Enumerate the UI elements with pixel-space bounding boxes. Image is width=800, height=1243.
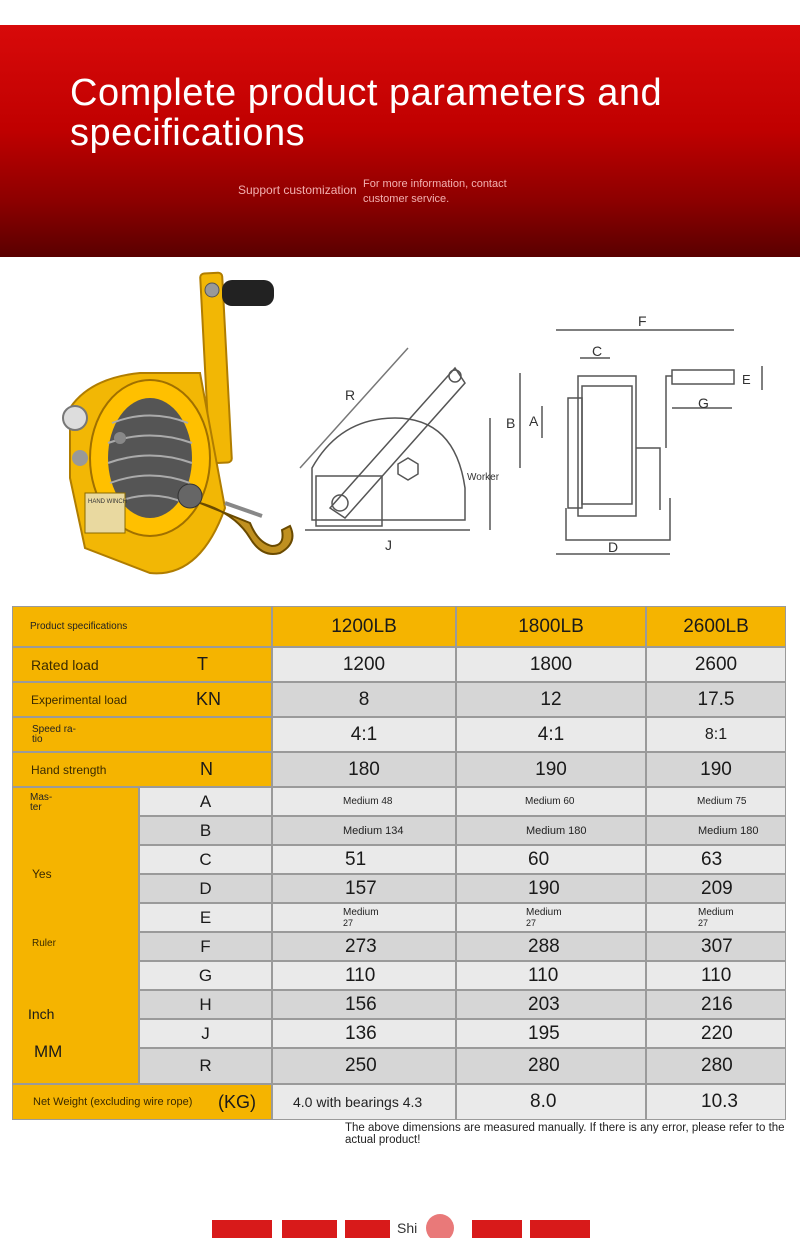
dim-J-1200: 136 — [273, 1020, 455, 1047]
dim-D-2600: 209 — [647, 875, 785, 902]
dim-label-E: E — [742, 372, 751, 387]
banner-subtitle-left: Support customization — [238, 183, 357, 197]
dim-C-1200: 51 — [273, 846, 455, 873]
model-2600lb: 2600LB — [647, 607, 785, 646]
dim-C-1800: 60 — [457, 846, 645, 873]
inch-label: Inch — [28, 1006, 55, 1022]
net-weight-unit: (KG) — [218, 1091, 256, 1112]
dim-G-1200: 110 — [273, 962, 455, 989]
dim-label-A: A — [529, 413, 539, 429]
dim-G-2600: 110 — [647, 962, 785, 989]
dim-key-J: J — [140, 1020, 271, 1047]
experimental-load-1200: 8 — [273, 683, 455, 716]
speed-ratio-label: Speed ra- tio — [13, 718, 271, 751]
rated-load-unit: T — [197, 654, 208, 674]
rated-load-1800: 1800 — [457, 648, 645, 681]
dim-B-1200: Medium 134 — [273, 817, 455, 844]
experimental-load-unit: KN — [196, 689, 222, 709]
dim-J-1800: 195 — [457, 1020, 645, 1047]
product-illustration — [0, 258, 800, 603]
dim-C-2600: 63 — [647, 846, 785, 873]
dim-label-G: G — [698, 395, 709, 411]
model-1200lb: 1200LB — [273, 607, 455, 646]
dim-key-C: C — [140, 846, 271, 873]
experimental-load-1800: 12 — [457, 683, 645, 716]
speed-ratio-1800: 4:1 — [457, 718, 645, 751]
dim-H-1800: 203 — [457, 991, 645, 1018]
dim-key-D: D — [140, 875, 271, 902]
dim-R-1200: 250 — [273, 1049, 455, 1083]
product-diagram-area — [0, 258, 800, 603]
footer-text: Shi — [397, 1220, 418, 1236]
rated-load-1200: 1200 — [273, 648, 455, 681]
net-weight-2600: 10.3 — [647, 1085, 785, 1119]
hand-strength-1200: 180 — [273, 753, 455, 786]
rated-load-2600: 2600 — [647, 648, 785, 681]
next-section-header — [0, 1180, 800, 1238]
dim-A-1200: Medium 48 — [273, 788, 455, 815]
dim-E-2600: Medium 27 — [647, 904, 785, 931]
dim-label-J: J — [385, 537, 392, 553]
dim-key-R: R — [140, 1049, 271, 1083]
experimental-load-2600: 17.5 — [647, 683, 785, 716]
dim-label-C: C — [592, 343, 603, 359]
speed-ratio-1200: 4:1 — [273, 718, 455, 751]
side-view-drawing — [300, 348, 490, 530]
dim-H-1200: 156 — [273, 991, 455, 1018]
dim-R-2600: 280 — [647, 1049, 785, 1083]
dim-B-1800: Medium 180 — [457, 817, 645, 844]
dim-G-1800: 110 — [457, 962, 645, 989]
dim-F-1800: 288 — [457, 933, 645, 960]
measurement-note: The above dimensions are measured manually. If there is any error, please refer to the actual product! — [345, 1122, 785, 1146]
dim-key-F: F — [140, 933, 271, 960]
dim-F-2600: 307 — [647, 933, 785, 960]
dim-R-1800: 280 — [457, 1049, 645, 1083]
dim-key-A: A — [140, 788, 271, 815]
winch-plate-text: HAND WINCH — [88, 499, 127, 505]
mm-label: MM — [34, 1042, 63, 1061]
dim-key-B: B — [140, 817, 271, 844]
dim-key-H: H — [140, 991, 271, 1018]
net-weight-label: Net Weight (excluding wire rope) — [13, 1085, 271, 1119]
hand-strength-unit: N — [200, 759, 213, 779]
rated-load-label: Rated load — [13, 648, 271, 681]
dim-J-2600: 220 — [647, 1020, 785, 1047]
dimension-group-label — [13, 788, 138, 1083]
dim-label-R: R — [345, 387, 356, 403]
ruler-label: Ruler — [32, 938, 56, 949]
dim-label-B: B — [506, 415, 516, 431]
header-banner — [0, 25, 800, 257]
dim-B-2600: Medium 180 — [647, 817, 785, 844]
dim-A-1800: Medium 60 — [457, 788, 645, 815]
hand-strength-1800: 190 — [457, 753, 645, 786]
experimental-load-label: Experimental load — [13, 683, 271, 716]
worker-label: Worker — [467, 472, 500, 483]
net-weight-1200: 4.0 with bearings 4.3 — [273, 1085, 455, 1119]
banner-title: Complete product parameters and specifications — [70, 72, 663, 154]
header-label: Product specifications — [13, 607, 271, 646]
winch-photo — [63, 273, 292, 574]
yes-label: Yes — [32, 867, 52, 881]
dim-E-1200: Medium 27 — [273, 904, 455, 931]
banner-subtitle-right: For more information, contact customer service. — [363, 178, 507, 205]
dim-label-D: D — [608, 539, 619, 555]
front-view-drawing — [520, 330, 762, 554]
dim-E-1800: Medium 27 — [457, 904, 645, 931]
speed-ratio-2600: 8:1 — [647, 718, 785, 751]
net-weight-1800: 8.0 — [457, 1085, 645, 1119]
model-1800lb: 1800LB — [457, 607, 645, 646]
dim-label-F: F — [638, 313, 647, 329]
hand-strength-2600: 190 — [647, 753, 785, 786]
dim-key-G: G — [140, 962, 271, 989]
dim-H-2600: 216 — [647, 991, 785, 1018]
hand-strength-label: Hand strength — [13, 753, 271, 786]
dim-D-1800: 190 — [457, 875, 645, 902]
dim-D-1200: 157 — [273, 875, 455, 902]
dim-F-1200: 273 — [273, 933, 455, 960]
master-label: Mas- ter — [30, 792, 53, 813]
dim-A-2600: Medium 75 — [647, 788, 785, 815]
spec-table — [12, 606, 786, 1120]
dim-key-E: E — [140, 904, 271, 931]
